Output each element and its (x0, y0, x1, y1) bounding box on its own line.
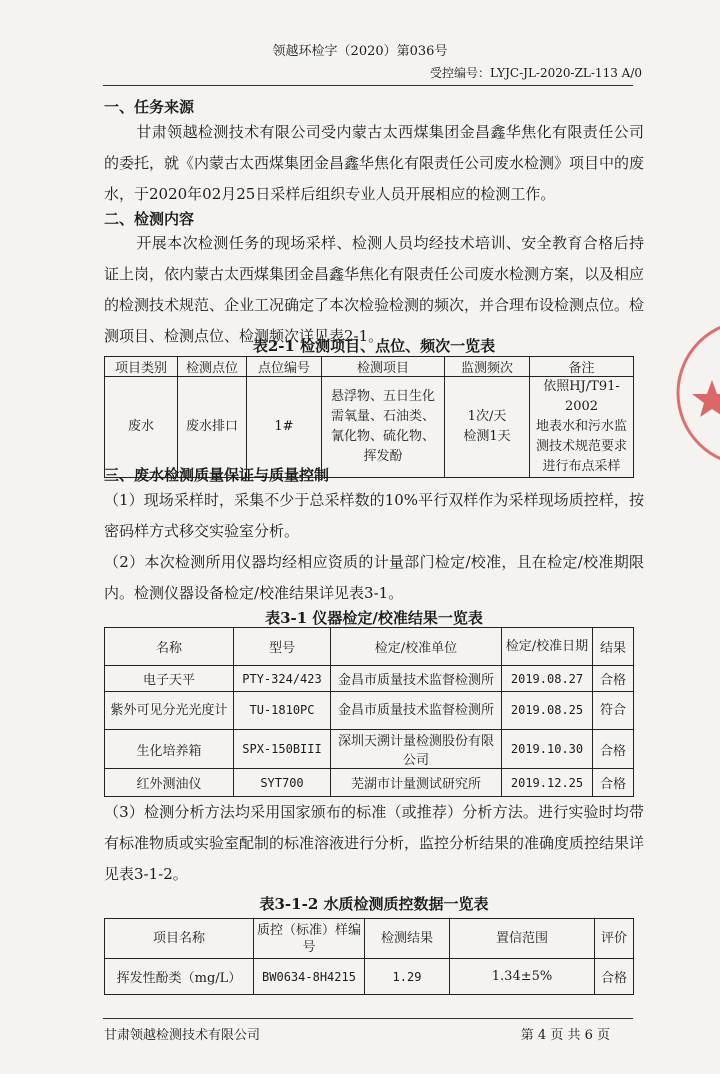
table21-location: 废水排口 (178, 377, 247, 478)
footer-company: 甘肃领越检测技术有限公司 (104, 1028, 261, 1043)
table31-header: 名称 (105, 628, 234, 666)
table21-header: 检测项目 (322, 357, 445, 377)
table21-header: 点位编号 (247, 357, 322, 377)
table-row: 生化培养箱 SPX-150BIII 深圳天溯计量检测股份有限公司 2019.10.30 合格 (105, 730, 634, 769)
header-divider (103, 85, 633, 86)
table312-caption: 表3-1-2 水质检测质控数据一览表 (259, 895, 489, 913)
table21-header: 监测频次 (445, 357, 530, 377)
doc-number: 领越环检字（2020）第036号 (272, 44, 448, 59)
table-3-1-2 (104, 918, 634, 995)
table312-header: 评价 (595, 919, 634, 959)
table21-header: 检测点位 (178, 357, 247, 377)
table21-header: 备注 (530, 357, 634, 377)
table31-header: 结果 (593, 628, 634, 666)
table312-header: 质控（标准）样编号 (254, 919, 365, 959)
table-row: 红外测油仪 SYT700 芜湖市计量测试研究所 2019.12.25 合格 (105, 769, 634, 797)
section1-title: 一、任务来源 (104, 98, 195, 116)
table31-header: 检定/校准单位 (331, 628, 502, 666)
table31-header: 型号 (234, 628, 331, 666)
section1-body: 甘肃领越检测技术有限公司受内蒙古太西煤集团金昌鑫华焦化有限责任公司的委托，就《内蒙古太西煤集团金昌鑫华焦化有限责任公司废水检测》项目中的废水，于2020年02月25日采样后组织专业人员开展相应的检测工作。 (104, 123, 645, 203)
company-seal-stamp (640, 318, 720, 468)
control-number: 受控编号：LYJC-JL-2020-ZL-113 A/0 (429, 66, 642, 80)
table21-caption: 表2-1 检测项目、点位、频次一览表 (252, 337, 496, 355)
table31-header: 检定/校准日期 (502, 628, 593, 666)
table-row: 电子天平 PTY-324/423 金昌市质量技术监督检测所 2019.08.27 合格 (105, 666, 634, 692)
section2-body: 开展本次检测任务的现场采样、检测人员均经技术培训、安全教育合格后持证上岗，依内蒙古太西煤集团金昌鑫华焦化有限责任公司废水检测方案，以及相应的检测技术规范、企业工况确定了本次检验检测的频次，并合理布设检测点位。检测项目、检测点位、检测频次详见表2-1。 (104, 234, 645, 345)
footer-page-number: 第 4 页 共 6 页 (520, 1028, 610, 1043)
section3-p3: （3）检测分析方法均采用国家颁布的标准（或推荐）分析方法。进行实验时均带有标准物质或实验室配制的标准溶液进行分析，监控分析结果的准确度质控结果详见表3-1-2。 (104, 803, 645, 883)
table21-point-id: 1# (247, 377, 322, 478)
table21-items: 悬浮物、五日生化 需氧量、石油类、 氰化物、硫化物、 挥发酚 (322, 377, 445, 478)
section3-p1: （1）现场采样时，采集不少于总采样数的10%平行双样作为采样现场质控样，按密码样方式移交实验室分析。 (104, 491, 644, 540)
table-row: 挥发性酚类（mg/L） BW0634-8H4215 1.29 1.34±5% 合格 (105, 959, 634, 995)
table312-header: 项目名称 (105, 919, 254, 959)
table-3-1 (104, 627, 634, 797)
table-2-1 (104, 356, 634, 478)
table21-frequency: 1次/天 检测1天 (445, 377, 530, 478)
table21-category: 废水 (105, 377, 178, 478)
table312-header: 检测结果 (365, 919, 450, 959)
section3-p2: （2）本次检测所用仪器均经相应资质的计量部门检定/校准，且在检定/校准期限内。检测仪器设备检定/校准结果详见表3-1。 (104, 553, 644, 602)
section2-title: 二、检测内容 (104, 210, 195, 228)
footer-divider (103, 1018, 633, 1019)
table31-caption: 表3-1 仪器检定/校准结果一览表 (265, 609, 483, 627)
section3-title: 三、废水检测质量保证与质量控制 (104, 466, 330, 484)
table21-header: 项目类别 (105, 357, 178, 377)
table312-header: 置信范围 (450, 919, 595, 959)
table-row: 紫外可见分光光度计 TU-1810PC 金昌市质量技术监督检测所 2019.08.25 符合 (105, 692, 634, 730)
table21-remark: 依照HJ/T91-2002 地表水和污水监 测技术规范要求 进行布点采样 (530, 377, 634, 478)
